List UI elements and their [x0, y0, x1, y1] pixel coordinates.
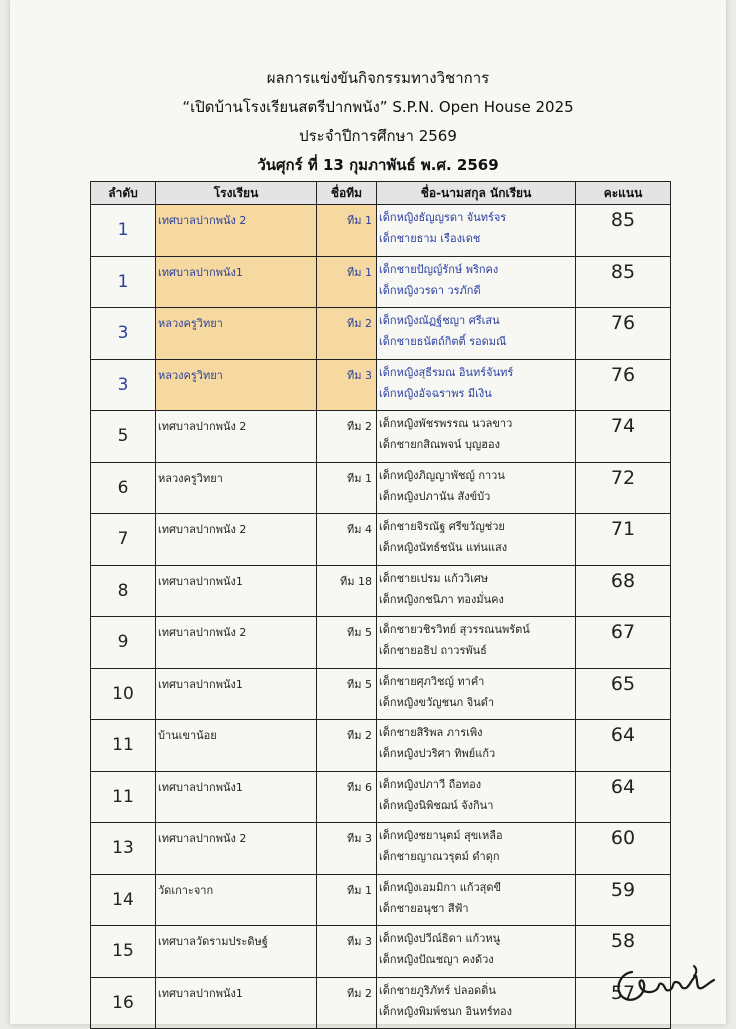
score-cell: 76: [576, 308, 671, 360]
header-date: วันศุกร์ ที่ 13 กุมภาพันธ์ พ.ศ. 2569: [257, 156, 499, 174]
results-table: [90, 181, 671, 1029]
team-cell: ทีม 3: [317, 359, 377, 411]
team-cell: ทีม 1: [317, 256, 377, 308]
student-name-1: เด็กหญิงภิญญาพัชญ์ กาวน: [379, 468, 505, 482]
table-row: [91, 256, 671, 308]
table-row: [91, 720, 671, 772]
table-row: [91, 205, 671, 257]
table-row: [91, 514, 671, 566]
rank-cell: 13: [91, 823, 156, 875]
student-names-cell: [377, 411, 576, 463]
team-cell: ทีม 2: [317, 720, 377, 772]
score-cell: 64: [576, 771, 671, 823]
header-academic-year: ประจำปีการศึกษา 2569: [299, 127, 457, 145]
student-name-1: เด็กหญิงปวีณ์ธิดา แก้วหนู: [379, 932, 501, 945]
table-row: [91, 617, 671, 669]
student-name-1: เด็กชายเปรม แก้ววิเศษ: [379, 571, 489, 585]
rank-cell: 8: [91, 565, 156, 617]
score-cell: 72: [576, 462, 671, 514]
rank-cell: 11: [91, 720, 156, 772]
table-row: [91, 926, 671, 978]
score-cell: 67: [576, 617, 671, 669]
table-row: [91, 823, 671, 875]
student-names-cell: [377, 617, 576, 669]
student-name-2: เด็กหญิงปวริศา ทิพย์แก้ว: [379, 747, 496, 760]
school-cell: เทศบาลปากพนัง 2: [156, 205, 317, 257]
student-name-2: เด็กหญิงปัณชญา คงด้วง: [379, 953, 494, 966]
rank-cell: 15: [91, 926, 156, 978]
school-cell: หลวงครูวิทยา: [156, 308, 317, 360]
score-cell: 60: [576, 823, 671, 875]
rank-cell: 6: [91, 462, 156, 514]
score-cell: 85: [576, 256, 671, 308]
student-name-1: เด็กหญิงเอมมิกา แก้วสุดขี: [379, 880, 502, 894]
student-name-1: เด็กหญิงชยานุตม์ สุขเหลือ: [379, 829, 503, 842]
rank-cell: 3: [91, 308, 156, 360]
student-name-1: เด็กหญิงณัฏฐ์ชญา ศรีเสน: [379, 314, 500, 327]
student-names-cell: [377, 256, 576, 308]
student-names-cell: [377, 359, 576, 411]
rank-cell: 7: [91, 514, 156, 566]
rank-cell: 9: [91, 617, 156, 669]
student-names-cell: [377, 205, 576, 257]
student-names-cell: [377, 462, 576, 514]
school-cell: เทศบาลปากพนัง1: [156, 668, 317, 720]
table-row: [91, 565, 671, 617]
team-cell: ทีม 2: [317, 977, 377, 1029]
score-cell: 71: [576, 514, 671, 566]
handwritten-signature: [610, 956, 720, 1008]
student-names-cell: [377, 874, 576, 926]
column-header-rank: ลำดับ: [91, 182, 156, 205]
table-row: [91, 874, 671, 926]
student-name-2: เด็กชายธาม เรืองเดช: [379, 232, 481, 245]
student-name-1: เด็กชายจิรณัฐ ศรีขวัญช่วย: [379, 520, 505, 533]
student-name-2: เด็กหญิงขวัญชนก จินดำ: [379, 695, 495, 709]
student-name-2: เด็กชายอนุชา สีฟ้า: [379, 901, 469, 915]
score-cell: 76: [576, 359, 671, 411]
school-cell: เทศบาลปากพนัง 2: [156, 823, 317, 875]
student-name-1: เด็กหญิงปภาวี ถือทอง: [379, 777, 482, 791]
column-header-team: ชื่อทีม: [317, 182, 377, 205]
school-cell: วัดเกาะจาก: [156, 874, 317, 926]
team-cell: ทีม 5: [317, 617, 377, 669]
school-cell: เทศบาลปากพนัง1: [156, 977, 317, 1029]
student-name-2: เด็กหญิงปภานัน สังข์บัว: [379, 489, 491, 503]
score-cell: 65: [576, 668, 671, 720]
student-name-2: เด็กหญิงอัจฉราพร มีเงิน: [379, 386, 492, 400]
team-cell: ทีม 6: [317, 771, 377, 823]
student-name-2: เด็กชายญาณวรุตม์ ดำดุก: [379, 850, 500, 863]
student-names-cell: [377, 926, 576, 978]
school-cell: หลวงครูวิทยา: [156, 359, 317, 411]
table-row: [91, 462, 671, 514]
team-cell: ทีม 3: [317, 926, 377, 978]
student-names-cell: [377, 308, 576, 360]
student-names-cell: [377, 977, 576, 1029]
table-row: [91, 359, 671, 411]
school-cell: เทศบาลปากพนัง1: [156, 256, 317, 308]
score-cell: 64: [576, 720, 671, 772]
school-cell: เทศบาลปากพนัง 2: [156, 617, 317, 669]
student-name-2: เด็กหญิงนัทธ์ชนัน แท่นแสง: [379, 541, 508, 554]
student-name-1: เด็กหญิงธัญญรดา จันทร์จร: [379, 211, 507, 224]
team-cell: ทีม 1: [317, 462, 377, 514]
score-cell: 58: [576, 926, 671, 978]
rank-cell: 1: [91, 205, 156, 257]
student-names-cell: [377, 668, 576, 720]
student-name-2: เด็กหญิงวรดา วรภักดี: [379, 283, 481, 297]
student-name-1: เด็กชายวชิรวิทย์ สุวรรณนพรัตน์: [379, 623, 530, 636]
team-cell: ทีม 3: [317, 823, 377, 875]
table-row: [91, 771, 671, 823]
rank-cell: 16: [91, 977, 156, 1029]
student-names-cell: [377, 720, 576, 772]
column-header-names: ชื่อ-นามสกุล นักเรียน: [377, 182, 576, 205]
document-header: [10, 64, 736, 180]
student-names-cell: [377, 771, 576, 823]
table-row: [91, 411, 671, 463]
student-name-1: เด็กชายสิริพล ภารเพิง: [379, 726, 483, 739]
student-name-1: เด็กชายศุภวิชญ์ ทาคำ: [379, 674, 485, 688]
table-row: [91, 977, 671, 1029]
student-name-2: เด็กหญิงนิพิชฌน์ จังกินา: [379, 798, 494, 812]
results-table-body: [91, 205, 671, 1029]
team-cell: ทีม 2: [317, 308, 377, 360]
rank-cell: 11: [91, 771, 156, 823]
team-cell: ทีม 18: [317, 565, 377, 617]
column-header-school: โรงเรียน: [156, 182, 317, 205]
student-name-2: เด็กชายกสิณพจน์ บุญฮอง: [379, 438, 500, 451]
table-row: [91, 308, 671, 360]
student-name-1: เด็กชายภูริภัทร์ ปลอดดิ่น: [379, 983, 496, 997]
school-cell: เทศบาลปากพนัง1: [156, 565, 317, 617]
school-cell: บ้านเขาน้อย: [156, 720, 317, 772]
document-page: [10, 0, 726, 1024]
team-cell: ทีม 4: [317, 514, 377, 566]
score-cell: 57: [576, 977, 671, 1029]
column-header-score: คะแนน: [576, 182, 671, 205]
rank-cell: 3: [91, 359, 156, 411]
team-cell: ทีม 2: [317, 411, 377, 463]
school-cell: เทศบาลวัดรามประดิษฐ์: [156, 926, 317, 978]
student-name-2: เด็กหญิงพิมพ์ชนก อินทร์ทอง: [379, 1004, 512, 1018]
team-cell: ทีม 1: [317, 205, 377, 257]
student-name-1: เด็กชายปัญญ์รักษ์ พริกคง: [379, 262, 499, 276]
school-cell: เทศบาลปากพนัง 2: [156, 411, 317, 463]
school-cell: เทศบาลปากพนัง 2: [156, 514, 317, 566]
student-names-cell: [377, 823, 576, 875]
student-name-1: เด็กหญิงพัชรพรรณ นวลขาว: [379, 417, 513, 430]
student-name-2: เด็กหญิงกชนิภา ทองมั่นคง: [379, 592, 504, 606]
score-cell: 59: [576, 874, 671, 926]
table-header-row: [91, 182, 671, 205]
score-cell: 68: [576, 565, 671, 617]
score-cell: 85: [576, 205, 671, 257]
rank-cell: 14: [91, 874, 156, 926]
rank-cell: 10: [91, 668, 156, 720]
student-name-1: เด็กหญิงสุธีรมณ อินทร์จันทร์: [379, 365, 514, 379]
header-title: ผลการแข่งขันกิจกรรมทางวิชาการ: [266, 69, 490, 87]
table-row: [91, 668, 671, 720]
student-name-2: เด็กชายอธิป ถาวรพันธ์: [379, 644, 487, 657]
rank-cell: 5: [91, 411, 156, 463]
team-cell: ทีม 5: [317, 668, 377, 720]
student-names-cell: [377, 514, 576, 566]
score-cell: 74: [576, 411, 671, 463]
header-event-name: “เปิดบ้านโรงเรียนสตรีปากพนัง” S.P.N. Open House 2025: [182, 98, 574, 116]
school-cell: เทศบาลปากพนัง1: [156, 771, 317, 823]
school-cell: หลวงครูวิทยา: [156, 462, 317, 514]
student-name-2: เด็กชายธนัตถ์กิตติ์ รอดมณี: [379, 335, 507, 348]
team-cell: ทีม 1: [317, 874, 377, 926]
rank-cell: 1: [91, 256, 156, 308]
student-names-cell: [377, 565, 576, 617]
